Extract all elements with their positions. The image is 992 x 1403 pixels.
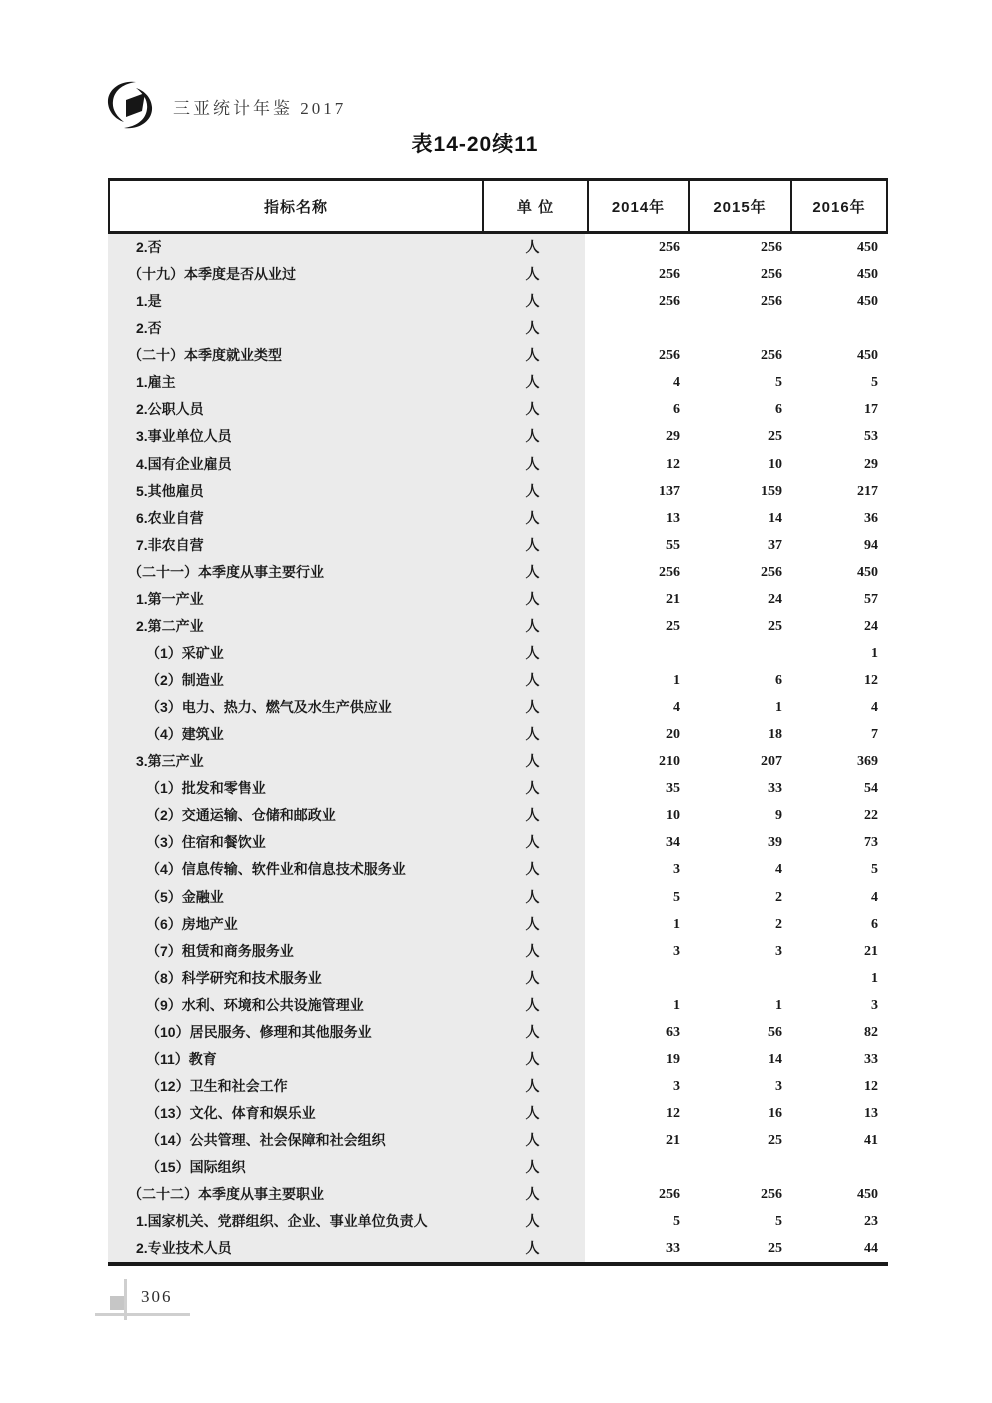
- table-row: [108, 1073, 888, 1100]
- row-indicator-label: （9）水利、环境和公共设施管理业: [108, 992, 480, 1019]
- row-value-2016: 82: [788, 1019, 884, 1046]
- row-indicator-label: （12）卫生和社会工作: [108, 1073, 480, 1100]
- row-indicator-label: （二十一）本季度从事主要行业: [108, 559, 480, 586]
- row-value-2015: 256: [686, 342, 788, 369]
- footer-square-mark: [110, 1296, 124, 1310]
- row-unit-value: 人: [480, 748, 585, 775]
- table-row: [108, 451, 888, 478]
- row-value-2015: 39: [686, 829, 788, 856]
- table-row: [108, 667, 888, 694]
- header-year-2016: 2016年: [790, 181, 886, 231]
- row-indicator-label: （5）金融业: [108, 884, 480, 911]
- row-value-2015: 1: [686, 992, 788, 1019]
- row-value-2015: 25: [686, 1235, 788, 1262]
- table-row: [108, 613, 888, 640]
- row-value-2014: 4: [585, 694, 686, 721]
- row-indicator-label: （13）文化、体育和娱乐业: [108, 1100, 480, 1127]
- row-indicator-label: 7.非农自营: [108, 532, 480, 559]
- row-value-2016: 94: [788, 532, 884, 559]
- row-value-2016: 22: [788, 802, 884, 829]
- table-row: [108, 396, 888, 423]
- row-value-2016: 23: [788, 1208, 884, 1235]
- row-value-2014: 5: [585, 1208, 686, 1235]
- table-row: [108, 288, 888, 315]
- row-value-2015: 1: [686, 694, 788, 721]
- row-value-2015: [686, 640, 788, 667]
- row-unit-value: 人: [480, 613, 585, 640]
- row-value-2014: 19: [585, 1046, 686, 1073]
- row-value-2015: 256: [686, 261, 788, 288]
- row-value-2014: 10: [585, 802, 686, 829]
- row-indicator-label: （4）建筑业: [108, 721, 480, 748]
- row-indicator-label: （4）信息传输、软件业和信息技术服务业: [108, 856, 480, 883]
- row-unit-value: 人: [480, 478, 585, 505]
- row-unit-value: 人: [480, 586, 585, 613]
- row-unit-value: 人: [480, 1100, 585, 1127]
- row-value-2015: [686, 965, 788, 992]
- row-value-2016: 41: [788, 1127, 884, 1154]
- row-value-2014: 1: [585, 911, 686, 938]
- row-indicator-label: 2.否: [108, 315, 480, 342]
- row-indicator-label: 2.公职人员: [108, 396, 480, 423]
- row-indicator-label: （1）批发和零售业: [108, 775, 480, 802]
- row-indicator-label: 6.农业自营: [108, 505, 480, 532]
- row-unit-value: 人: [480, 992, 585, 1019]
- table-row: [108, 721, 888, 748]
- row-value-2016: 17: [788, 396, 884, 423]
- row-unit-value: 人: [480, 423, 585, 450]
- row-value-2016: 450: [788, 342, 884, 369]
- row-value-2015: 33: [686, 775, 788, 802]
- row-indicator-label: （3）电力、热力、燃气及水生产供应业: [108, 694, 480, 721]
- page-number: 306: [141, 1287, 173, 1306]
- table-row: [108, 505, 888, 532]
- row-value-2014: [585, 315, 686, 342]
- row-value-2014: 12: [585, 1100, 686, 1127]
- table-row: [108, 369, 888, 396]
- row-value-2015: 2: [686, 911, 788, 938]
- row-value-2014: 137: [585, 478, 686, 505]
- row-value-2016: 54: [788, 775, 884, 802]
- header-unit: 单 位: [482, 181, 587, 231]
- table-row: [108, 992, 888, 1019]
- row-value-2015: 5: [686, 1208, 788, 1235]
- row-unit-value: 人: [480, 1046, 585, 1073]
- row-indicator-label: 1.雇主: [108, 369, 480, 396]
- row-value-2014: 210: [585, 748, 686, 775]
- row-value-2015: 56: [686, 1019, 788, 1046]
- row-value-2015: 256: [686, 288, 788, 315]
- table-row: [108, 1127, 888, 1154]
- row-value-2014: 35: [585, 775, 686, 802]
- row-value-2014: [585, 965, 686, 992]
- row-value-2014: 55: [585, 532, 686, 559]
- row-value-2015: 18: [686, 721, 788, 748]
- row-indicator-label: （7）租赁和商务服务业: [108, 938, 480, 965]
- row-value-2016: 13: [788, 1100, 884, 1127]
- row-unit-value: 人: [480, 1073, 585, 1100]
- row-value-2014: 3: [585, 1073, 686, 1100]
- table-row: [108, 1208, 888, 1235]
- table-row: [108, 829, 888, 856]
- row-value-2015: 9: [686, 802, 788, 829]
- row-value-2016: 57: [788, 586, 884, 613]
- row-value-2016: 5: [788, 856, 884, 883]
- table-row: [108, 856, 888, 883]
- row-value-2015: 207: [686, 748, 788, 775]
- row-value-2016: 36: [788, 505, 884, 532]
- row-value-2016: 29: [788, 451, 884, 478]
- row-value-2016: 53: [788, 423, 884, 450]
- table-row: [108, 938, 888, 965]
- row-value-2016: 450: [788, 288, 884, 315]
- row-unit-value: 人: [480, 856, 585, 883]
- row-value-2014: 5: [585, 884, 686, 911]
- row-value-2016: 33: [788, 1046, 884, 1073]
- row-unit-value: 人: [480, 640, 585, 667]
- row-value-2014: [585, 1154, 686, 1181]
- row-value-2016: 12: [788, 1073, 884, 1100]
- row-value-2016: 44: [788, 1235, 884, 1262]
- row-value-2015: 159: [686, 478, 788, 505]
- row-indicator-label: 3.第三产业: [108, 748, 480, 775]
- row-value-2014: 12: [585, 451, 686, 478]
- row-unit-value: 人: [480, 1208, 585, 1235]
- row-unit-value: 人: [480, 694, 585, 721]
- row-unit-value: 人: [480, 342, 585, 369]
- row-unit-value: 人: [480, 829, 585, 856]
- row-indicator-label: 1.是: [108, 288, 480, 315]
- table-row: [108, 586, 888, 613]
- row-indicator-label: （2）制造业: [108, 667, 480, 694]
- row-value-2014: 29: [585, 423, 686, 450]
- row-value-2014: 63: [585, 1019, 686, 1046]
- row-value-2015: 14: [686, 505, 788, 532]
- row-indicator-label: （1）采矿业: [108, 640, 480, 667]
- row-value-2014: 1: [585, 667, 686, 694]
- row-value-2016: 450: [788, 234, 884, 261]
- row-value-2016: 73: [788, 829, 884, 856]
- row-unit-value: 人: [480, 234, 585, 261]
- row-value-2016: 5: [788, 369, 884, 396]
- row-value-2014: 21: [585, 586, 686, 613]
- row-unit-value: 人: [480, 288, 585, 315]
- row-unit-value: 人: [480, 1127, 585, 1154]
- row-value-2016: 1: [788, 640, 884, 667]
- table-row: [108, 911, 888, 938]
- row-value-2015: 24: [686, 586, 788, 613]
- table-row: [108, 1046, 888, 1073]
- header-indicator-name: 指标名称: [263, 198, 328, 216]
- row-unit-value: 人: [480, 369, 585, 396]
- table-row: [108, 884, 888, 911]
- row-unit-value: 人: [480, 884, 585, 911]
- row-indicator-label: 5.其他雇员: [108, 478, 480, 505]
- table-row: [108, 1181, 888, 1208]
- row-unit-value: 人: [480, 911, 585, 938]
- row-unit-value: 人: [480, 775, 585, 802]
- row-value-2015: 4: [686, 856, 788, 883]
- row-indicator-label: （二十二）本季度从事主要职业: [108, 1181, 480, 1208]
- row-indicator-label: （10）居民服务、修理和其他服务业: [108, 1019, 480, 1046]
- row-value-2014: 33: [585, 1235, 686, 1262]
- row-value-2015: [686, 1154, 788, 1181]
- row-value-2015: 3: [686, 1073, 788, 1100]
- row-value-2015: 256: [686, 559, 788, 586]
- row-value-2014: 256: [585, 342, 686, 369]
- row-value-2015: 6: [686, 667, 788, 694]
- table-row: [108, 559, 888, 586]
- row-indicator-label: 4.国有企业雇员: [108, 451, 480, 478]
- table-row: [108, 1235, 888, 1262]
- row-value-2014: 21: [585, 1127, 686, 1154]
- row-value-2014: [585, 640, 686, 667]
- row-indicator-label: 3.事业单位人员: [108, 423, 480, 450]
- row-value-2016: 21: [788, 938, 884, 965]
- row-indicator-label: （6）房地产业: [108, 911, 480, 938]
- row-value-2016: 1: [788, 965, 884, 992]
- row-value-2014: 20: [585, 721, 686, 748]
- row-unit-value: 人: [480, 532, 585, 559]
- table-row: [108, 1154, 888, 1181]
- row-value-2016: 4: [788, 694, 884, 721]
- row-indicator-label: 2.否: [108, 234, 480, 261]
- row-unit-value: 人: [480, 965, 585, 992]
- table-row: [108, 748, 888, 775]
- table-row: [108, 640, 888, 667]
- row-value-2016: 7: [788, 721, 884, 748]
- row-value-2014: 256: [585, 288, 686, 315]
- row-value-2014: 34: [585, 829, 686, 856]
- row-value-2016: [788, 315, 884, 342]
- row-indicator-label: 1.第一产业: [108, 586, 480, 613]
- row-value-2014: 4: [585, 369, 686, 396]
- row-value-2014: 256: [585, 234, 686, 261]
- header-year-2014: 2014年: [587, 181, 688, 231]
- row-value-2016: 4: [788, 884, 884, 911]
- row-value-2016: [788, 1154, 884, 1181]
- row-indicator-label: （14）公共管理、社会保障和社会组织: [108, 1127, 480, 1154]
- row-value-2015: 14: [686, 1046, 788, 1073]
- table-row: [108, 965, 888, 992]
- row-unit-value: 人: [480, 559, 585, 586]
- statistics-table: [108, 178, 888, 1266]
- table-row: [108, 342, 888, 369]
- table-row: [108, 775, 888, 802]
- row-value-2015: 25: [686, 423, 788, 450]
- row-unit-value: 人: [480, 802, 585, 829]
- row-value-2015: 256: [686, 1181, 788, 1208]
- row-value-2014: 256: [585, 559, 686, 586]
- row-unit-value: 人: [480, 315, 585, 342]
- table-row: [108, 234, 888, 261]
- footer-horizontal-rule: [95, 1313, 190, 1316]
- row-value-2016: 450: [788, 559, 884, 586]
- row-indicator-label: 2.第二产业: [108, 613, 480, 640]
- row-value-2014: 1: [585, 992, 686, 1019]
- row-value-2016: 3: [788, 992, 884, 1019]
- row-unit-value: 人: [480, 505, 585, 532]
- table-row: [108, 1019, 888, 1046]
- header-year-2015: 2015年: [688, 181, 790, 231]
- row-indicator-label: （2）交通运输、仓储和邮政业: [108, 802, 480, 829]
- row-unit-value: 人: [480, 938, 585, 965]
- table-row: [108, 802, 888, 829]
- row-value-2016: 450: [788, 261, 884, 288]
- row-value-2014: 3: [585, 856, 686, 883]
- row-value-2015: [686, 315, 788, 342]
- row-indicator-label: （二十）本季度就业类型: [108, 342, 480, 369]
- row-value-2015: 256: [686, 234, 788, 261]
- row-value-2016: 24: [788, 613, 884, 640]
- row-indicator-label: 2.专业技术人员: [108, 1235, 480, 1262]
- row-value-2015: 3: [686, 938, 788, 965]
- yearbook-swirl-logo-icon: [105, 80, 155, 130]
- row-value-2015: 37: [686, 532, 788, 559]
- table-row: [108, 423, 888, 450]
- page-title: 表14-20续11: [411, 133, 539, 156]
- table-row: [108, 478, 888, 505]
- row-unit-value: 人: [480, 667, 585, 694]
- row-value-2015: 16: [686, 1100, 788, 1127]
- row-unit-value: 人: [480, 261, 585, 288]
- row-value-2016: 217: [788, 478, 884, 505]
- row-indicator-label: （11）教育: [108, 1046, 480, 1073]
- row-value-2015: 25: [686, 613, 788, 640]
- row-value-2014: 6: [585, 396, 686, 423]
- row-value-2016: 6: [788, 911, 884, 938]
- row-indicator-label: （十九）本季度是否从业过: [108, 261, 480, 288]
- row-value-2016: 450: [788, 1181, 884, 1208]
- table-row: [108, 694, 888, 721]
- row-value-2014: 3: [585, 938, 686, 965]
- table-row: [108, 532, 888, 559]
- row-indicator-label: 1.国家机关、党群组织、企业、事业单位负责人: [108, 1208, 480, 1235]
- row-indicator-label: （3）住宿和餐饮业: [108, 829, 480, 856]
- row-indicator-label: （8）科学研究和技术服务业: [108, 965, 480, 992]
- row-unit-value: 人: [480, 1019, 585, 1046]
- row-value-2015: 2: [686, 884, 788, 911]
- row-value-2016: 12: [788, 667, 884, 694]
- row-unit-value: 人: [480, 1235, 585, 1262]
- row-value-2016: 369: [788, 748, 884, 775]
- row-value-2014: 256: [585, 1181, 686, 1208]
- row-unit-value: 人: [480, 1181, 585, 1208]
- row-unit-value: 人: [480, 396, 585, 423]
- row-indicator-label: （15）国际组织: [108, 1154, 480, 1181]
- row-value-2015: 6: [686, 396, 788, 423]
- table-row: [108, 1100, 888, 1127]
- row-value-2015: 5: [686, 369, 788, 396]
- row-value-2014: 256: [585, 261, 686, 288]
- table-row: [108, 261, 888, 288]
- row-value-2015: 25: [686, 1127, 788, 1154]
- row-unit-value: 人: [480, 451, 585, 478]
- table-header-row: [108, 178, 888, 234]
- row-value-2014: 25: [585, 613, 686, 640]
- row-unit-value: 人: [480, 1154, 585, 1181]
- row-value-2014: 13: [585, 505, 686, 532]
- brand-title: 三亚统计年鉴 2017: [173, 99, 347, 118]
- table-body: [108, 234, 888, 1266]
- table-row: [108, 315, 888, 342]
- row-unit-value: 人: [480, 721, 585, 748]
- row-value-2015: 10: [686, 451, 788, 478]
